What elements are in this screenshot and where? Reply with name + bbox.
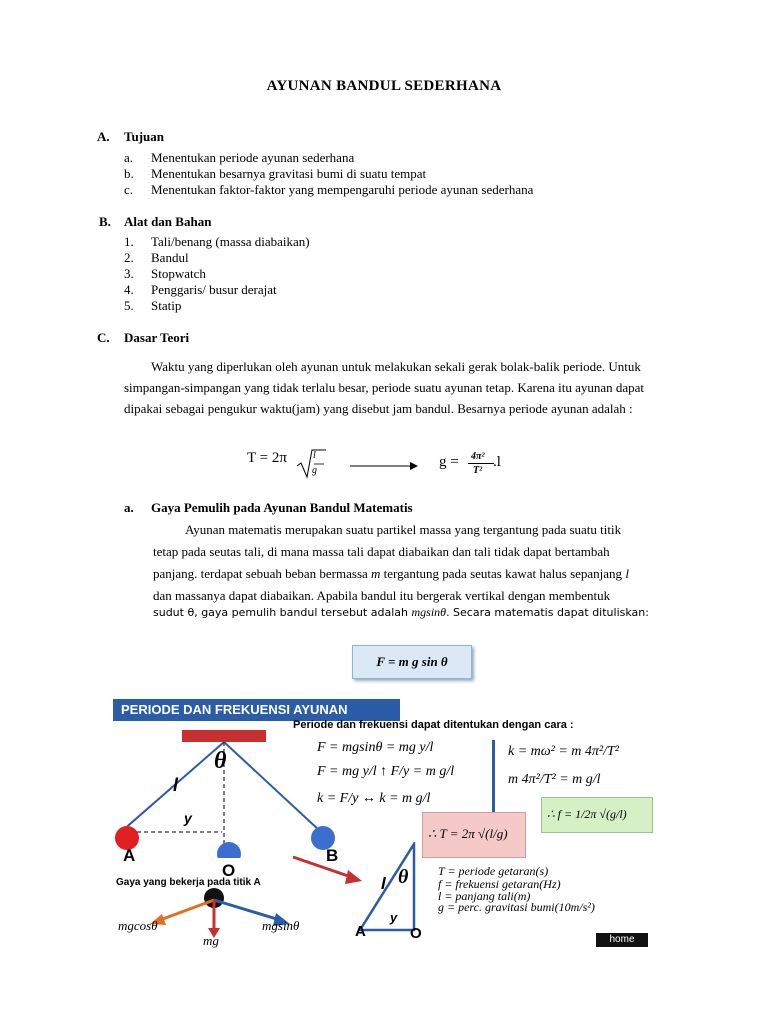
formula-period-den: g [312, 465, 317, 476]
text-span: mgsinθ [411, 605, 447, 619]
list-marker: 4. [124, 282, 134, 297]
subsection-a-heading: Gaya Pemulih pada Ayunan Bandul Matematis [151, 500, 413, 515]
point-b-label: B [326, 846, 339, 865]
theta-label: θ [214, 748, 227, 774]
text-span: l [625, 566, 629, 581]
force-cos-arrow [160, 900, 214, 920]
length-label: l [173, 775, 179, 795]
list-item: Penggaris/ busur derajat [151, 282, 277, 297]
section-c-marker: C. [97, 330, 110, 345]
list-marker: c. [124, 182, 134, 197]
section-b-heading: Alat dan Bahan [124, 214, 212, 229]
bob-o [217, 842, 241, 858]
legend-item: T = periode getaran(s) [438, 864, 549, 878]
eq-k3: m 4π²/T² = m g/l [508, 772, 601, 787]
force-sin-label: mgsinθ [262, 918, 300, 933]
point-o-label: O [222, 861, 236, 880]
list-marker: b. [124, 166, 134, 181]
text-span: m [371, 566, 381, 581]
triangle-theta: θ [398, 866, 409, 888]
boxed-formula: F = m g sin θ [352, 645, 472, 679]
triangle-a: A [355, 923, 366, 940]
list-item: Menentukan besarnya gravitasi bumi di suatu tempat [151, 166, 427, 181]
list-item: Stopwatch [151, 266, 206, 281]
home-button[interactable]: home [596, 933, 648, 947]
string-right [224, 742, 320, 831]
section-c-heading: Dasar Teori [124, 330, 190, 345]
eq-f2: F = mg y/l ↑ F/y = m g/l [317, 764, 455, 779]
y-label: y [184, 810, 192, 826]
text-span: tergantung pada seutas kawat halus sepanjang [380, 566, 626, 581]
fraction-bar [468, 463, 494, 464]
page-title: AYUNAN BANDUL SEDERHANA [266, 78, 502, 94]
forces-caption: Gaya yang bekerja pada titik A [116, 877, 261, 888]
force-cos-label: mgcosθ [118, 918, 158, 933]
legend-item: f = frekuensi getaran(Hz) [438, 877, 561, 891]
text-span: panjang. terdapat sebuah beban bermassa [153, 566, 372, 581]
subsection-a-marker: a. [124, 500, 134, 515]
legend-item: l = panjang tali(m) [438, 889, 531, 903]
formula-period-lhs: T = 2π [247, 450, 287, 466]
list-marker: 1. [124, 234, 134, 249]
list-item: Statip [151, 298, 182, 313]
figure-banner: PERIODE DAN FREKUENSI AYUNAN [113, 699, 400, 721]
subsection-line-4: dan massanya dapat diabaikan. Apabila bandul itu bergerak vertikal dengan membentuk [153, 588, 611, 603]
formula-period-num: l [313, 450, 316, 461]
list-marker: 3. [124, 266, 134, 281]
eq-f1: F = mgsinθ = mg y/l [317, 740, 434, 755]
figure-caption: Periode dan frekuensi dapat ditentukan dengan cara : [293, 719, 574, 731]
subsection-line-3 [153, 563, 629, 584]
formula-gravity-suffix: .l [493, 454, 501, 470]
list-marker: 2. [124, 250, 134, 265]
list-item: Menentukan periode ayunan sederhana [151, 150, 355, 165]
theory-paragraph: Waktu yang diperlukan oleh ayunan untuk melakukan sekali gerak bolak-balik periode. Untuk simpangan-simpangan yang tidak terlalu besar, periode suatu ayunan tetap. Karena itu ayunan dapat dipakai sebagai pengukur waktu(jam) yang disebut jam bandul. Besarnya periode ayunan adalah : [124, 359, 645, 416]
formula-gravity-num: 4π² [471, 451, 485, 462]
eq-t: ∴ T = 2π √(l/g) [428, 826, 508, 841]
list-item: Menentukan faktor-faktor yang mempengaruhi periode ayunan sederhana [151, 182, 534, 197]
support-bar [182, 730, 266, 742]
point-a-label: A [123, 846, 136, 865]
list-marker: a. [124, 150, 134, 165]
legend-item: g = perc. gravitasi bumi(10m/s²) [438, 900, 595, 914]
section-b-marker: B. [99, 214, 111, 229]
text-span: sudut θ, gaya pemulih bandul tersebut adalah [153, 606, 412, 619]
figure-divider [492, 740, 495, 812]
subsection-line-5 [153, 602, 649, 623]
formula-period [247, 450, 287, 467]
list-item: Bandul [151, 250, 189, 265]
triangle-l: l [381, 874, 386, 893]
force-sin-arrow [214, 900, 280, 920]
text-span: . Secara matematis dapat dituliskan: [446, 606, 649, 619]
list-item: Tali/benang (massa diabaikan) [151, 234, 310, 249]
eq-k2: k = mω² = m 4π²/T² [508, 744, 619, 759]
formula-gravity-den: T² [473, 465, 483, 476]
subsection-line-2: tetap pada seutas tali, di mana massa tali dapat diabaikan dan tali tidak dapat bertambah [153, 544, 610, 559]
eq-k1: k = F/y ↔ k = m g/l [317, 791, 431, 806]
triangle-o: O [410, 925, 422, 942]
section-a-marker: A. [97, 129, 110, 144]
section-a-heading: Tujuan [124, 129, 164, 144]
forces-diagram [140, 886, 300, 946]
triangle-y: y [390, 910, 398, 925]
period-box [422, 812, 526, 858]
frequency-box [541, 797, 653, 833]
list-marker: 5. [124, 298, 134, 313]
eq-f: ∴ f = 1/2π √(g/l) [547, 807, 627, 821]
subsection-line-1: Ayunan matematis merupakan suatu partikel massa yang tergantung pada suatu titik [185, 522, 622, 537]
arrow-icon [348, 461, 420, 471]
force-mg-label: mg [203, 933, 219, 948]
formula-gravity-lhs: g = [439, 454, 459, 470]
